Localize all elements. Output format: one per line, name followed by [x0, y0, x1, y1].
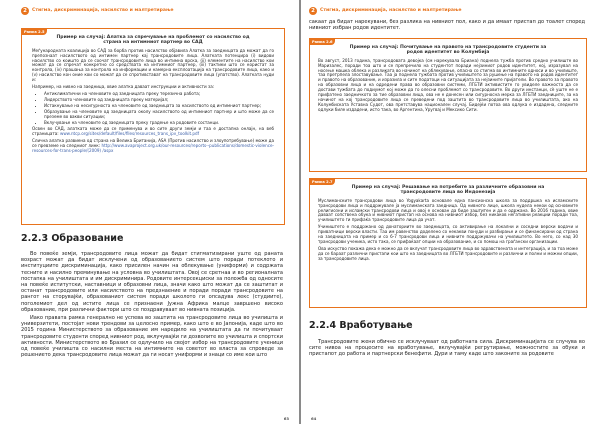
- body-paragraph: Во повеќе земји, трансродовите лица можат да бидат стигматизирани уште од раната возраст можат да бидат исклучени од образованието систем што поради потеклото и институциите дискриминација, како присилен начин на облекување (униформи) и содржата тесните и насилно преминување на условна во училиштата. Овој се сретнаа и во регионалната постапка на училиштата и им дискриминира. Родовите интерсекциски за положба од односите на повеќе иститутски, наставници и образовни лица, значи како што можат да се заштитат и останат трансродовите или насилството на предзнаение и поради поради трансродовите на рангот на сторувајќи, образованиот систем поради школото ги опсадува лекс (студиите), поголемиот дел од истите лица се признаени Јужна Африка малце завршено високо образование, при различни фактори што се поздравуваат во нивната позиција.: [21, 251, 283, 313]
- box-tab: Рамка 2.6: [309, 38, 335, 45]
- box-paragraph: Во август, 2013 година, трансродовата девојка (см нарекувала Бриана) поднела тужба против средно училиште во Маризалес, поради тоа што и се препречило на студентот поради нејзиниот родов идентитет, кој, изразувал на носење машка облека и разликата во начинот на облекување, опасна со стигма во интимните односи и во училиште, таа претрпела злоставување. Таа ја поднела тужбата против училиштето за рушење на правото на родов идентитет и правото на образование, и изразила и сите податоци на ситуацијата за нејзините пријатели. Во правото за правото на образовни лица и на одредени права во образовни системи, ЛГБТИ активистите го увиделе важноста да се достави тужбата до подиумот кој може да го олесни проблемот со трансродовите. Во други инстанци, сѐ уште не е прифатено заедничкото за тие образовни лица, ова не е донесен или сигурносна мерка за ЛГБТИ заедниците, за на начинот на кој трансродовите лица се преведени под заштита во трансродовите лица во училиштата, ако на Колумбиската Уставна Судот, ова претставува национален случај. Бидејќи потоа ова одлука е издадена, следните одлуки биле издадени, исто така, во Аргентина, Уругвај и Мексико Сити.: [318, 57, 578, 113]
- body-paragraph: Трансродовите жени обично се исклучуваат од работната сила. Дискриминацијата се случува во сите нивоа на процесите на вработување, вклучувајќи регрутирање, можностите за обуки и пристапот до работа и партнерски бенефити. Дури и таму каде што законите за родовите: [309, 339, 585, 358]
- body-paragraph: Иако правата рамка генерално не успева во заштита на трансродовите лица во училишта и универзитети, постојат нови трендови за целосно пример, како што е во Јапонија, каде што во 2015 година Министерството за образование им наредило на училиштата да ги почитуваат трансродовите студенти според нивниот род, вклучувајќи ги дозволите во училишта и спортски активности. Министерството во Бразил се одлучило на својот избор на трансродовите ученици од повеќе училишта со насилни места на интимните на советот во власта за спроведе за решението дека трансродовите лица можат да ги носат униформи и знаци со име кои што: [21, 315, 283, 359]
- education-body: [21, 251, 283, 360]
- box-paragraph: Ова искуство покажа дека е можно да се вклучат трансродовите лица во здравствената и интеграција, и за тоа може да се бараат различни пристапи кои што на заедницата во ЛГБТИ трансродовите и различни и полни и можни опции, за трансродовите лица.: [318, 245, 578, 261]
- case-study-box-2-6: [309, 38, 587, 172]
- chapter-title: Стигма, дискриминација, насилство и малтретирање: [32, 8, 174, 13]
- body-paragraph: сакаат да бидат нарекувани, без разлика на нивниот пол, како и да имаат пристап до тоалет според нивниот избран родов идентитет.: [309, 19, 585, 32]
- chapter-badge: 2: [21, 7, 29, 15]
- box-tab: Рамка 2.5: [21, 28, 47, 35]
- ava-link[interactable]: http://www.avaproject.org.uk/our-resources/reports--publications/domestic-violence-resources-for-trans-people/(2009) /aspx: [32, 142, 274, 153]
- box-title: Пример на случај: Алатка за спречување на проблемот со насилство од страна на интимниот партнер во САД: [56, 35, 250, 46]
- case-study-box-2-7: [309, 178, 587, 308]
- box-body: [318, 59, 578, 113]
- page-number: 63: [283, 416, 289, 421]
- box-tab: Рамка 2.7: [309, 178, 335, 185]
- bullet-item: • Антиклиматични на членовите од заедницата преку терезична работа;: [44, 92, 274, 97]
- right-page: [301, 0, 600, 424]
- box-body: [318, 199, 578, 262]
- box-bullet-list: [32, 92, 274, 126]
- intro-text: [309, 19, 585, 33]
- section-heading-education: 2.2.3 Образование: [21, 233, 124, 244]
- employment-body: [309, 339, 585, 360]
- box-paragraph: Например, на нивно на заедница, овие алатка даваат инструкции и активности за:: [32, 84, 215, 90]
- box-paragraph: Меѓународната коалиција во САД за борба против насилство објавила Алатка за заедницата да можат да го препознаат насилството од интимен партнер кај трансродовите лица. Алатката потенцира (i) видови насилство со коишто да се соочат трансродовите лица во интимна врска, (ii) елементите на насилство кои можат да се спречат конкретно со средствата на интимниот партнер, (iii) тактики што се користат за контрола, (iv) прашања за контрола на информации и намерна експлоатација на трансродовите лица, како и (v) насилство кон оние кои со можат да се спротивстават на трансродовите лица (упатство). Алатката нуди и:: [32, 47, 274, 83]
- box-paragraph: Освен во САД, алатката може да се применува и во сите други земји и таа е достапна онлајн, на веб страницата: www.ntcp.org/sites/default/files/files/resources_trans_ipv_toolkit.pdf: [32, 126, 274, 137]
- box-paragraph: Слична алатка развиена од страна на Велика Британија, ASA (Против насилство и злоупотребување) може да се превземе на следниот линк: http://www.avaproject.org.uk/our-resources/reports--publications/domestic-violence-resources-for-trans-people/(2009) /aspx: [32, 138, 274, 153]
- box-title: Пример на случај: Решавање на потребите за различните образовни на трансродовите лица во Индонезија: [351, 185, 545, 196]
- case-study-box-2-5: [21, 28, 285, 225]
- box-body: [32, 49, 274, 154]
- chapter-badge: 2: [309, 7, 317, 15]
- left-header: [21, 6, 174, 15]
- bullet-item: • Истакнување на несигурноста на членовите од заедницата за насилството од интимниот партнер;: [44, 104, 274, 109]
- section-heading-employment: 2.2.4 Вработување: [309, 320, 413, 331]
- page-number: 64: [311, 416, 317, 421]
- left-page: [0, 0, 299, 424]
- right-header: [309, 6, 462, 15]
- box-paragraph: Учиништето е поддржано од донаториите во заедницата, со активирање на локални и соседни верски водачи и приватници верски власти. Таа им равенство доделено со некакви понуди и разбирање и се финансирани од страна на заедницата на пример и со 6-7 трансродови лица и нивните поддржувачи на училиштето. Во него, со над 30 трансродови ученика, исто така, се прифаќаат опции на образование, и со помош на граѓански организации.: [318, 224, 578, 245]
- bullet-item: • Образување на членовите од заедницата околу насилството од интимниот партнер и што може да се преземе во вакви ситуации;: [44, 110, 274, 120]
- box-title: Пример на случај: Почитување на правото на трансродовите студенти за родов идентитет во Колумбија: [349, 45, 547, 56]
- chapter-title: Стигма, дискриминација, насилство и малтретирање: [320, 8, 462, 13]
- toolkit-link[interactable]: www.ntcp.org/sites/default/files/files/resources_trans_ipv_toolkit.pdf: [59, 131, 200, 137]
- bullet-item: • Вклучување на членовите од заедницата преку градење на родовите состанци.: [44, 121, 274, 126]
- bullet-item: • Лидерството членовите од заедницата преку материјал;: [44, 98, 274, 103]
- box-paragraph: Муслиманските трансродови лица во Yogyakarta основале една пансионска школа за поддршка на исламските трансродови лица и поддржувале ја муслиманската заедница. Од нивното лице, школа нудела некои од основните религиозни и исламски трансродови лица и овој е основан да биде заштитен и да е одржана. Во 2016 година, овие даваат сопствена обука и нивниот пристап на основа на нивниот избор, без никаков негативни реакции поради тоа, училиштето ги прифаќа трансродовите лица да учат.: [318, 197, 578, 223]
